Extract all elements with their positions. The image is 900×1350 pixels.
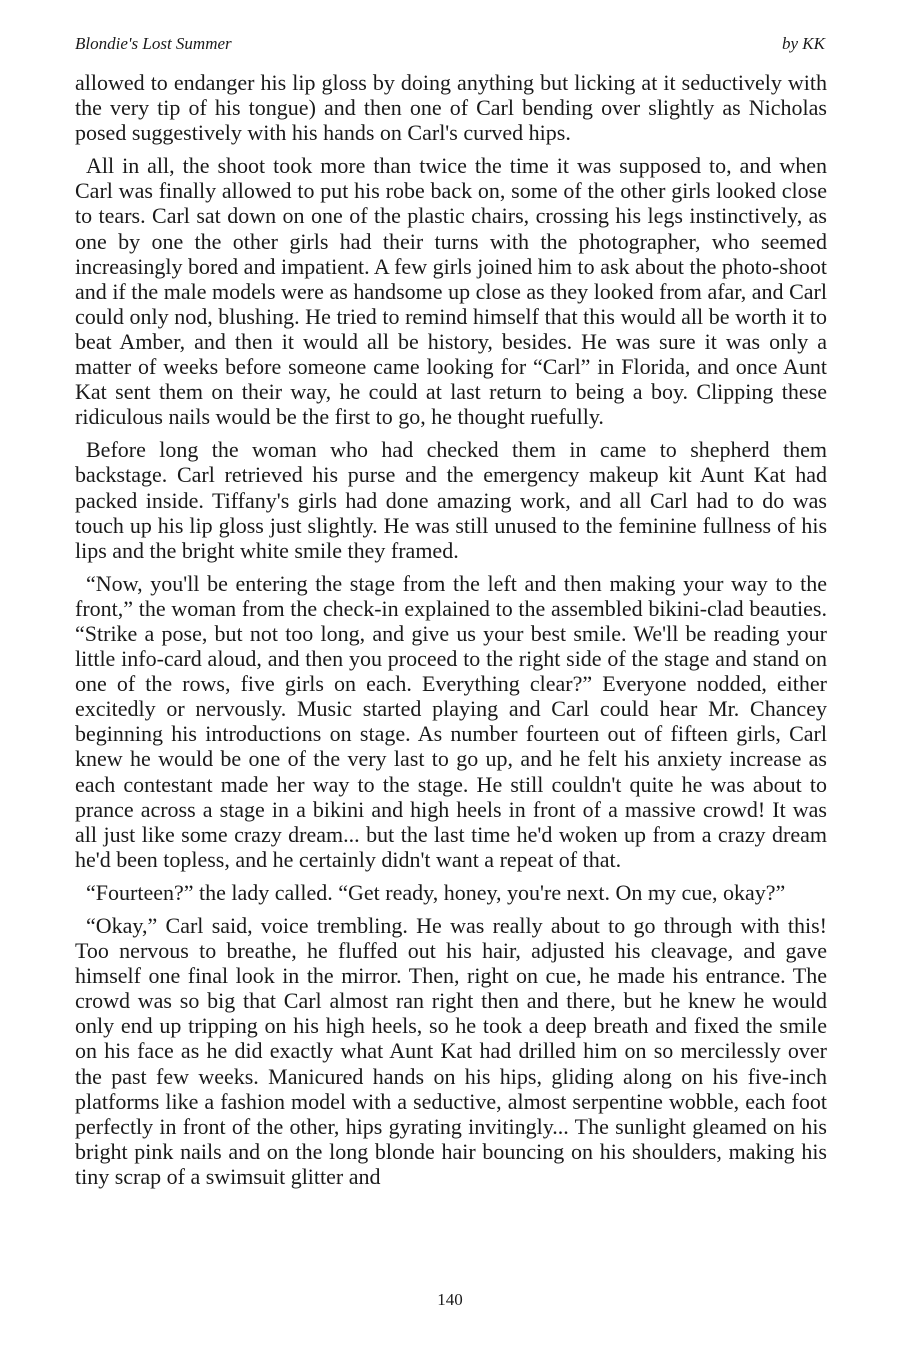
author-credit: by KK <box>782 34 825 53</box>
paragraph: All in all, the shoot took more than twice the time it was supposed to, and when Carl was finally allowed to put his robe back on, some of the other girls looked close to tears. Carl sat down on one of the plastic chairs, crossing his legs instinctively, as one by one the other girls had their turns with the photographer, who seemed increasingly bored and impatient. A few girls joined him to ask about the photo-shoot and if the male models were as handsome up close as they looked from afar, and Carl could only nod, blushing. He tried to remind himself that this would all be worth it to beat Amber, and then it would all be history, besides. He was sure it was only a matter of weeks before someone came looking for “Carl” in Florida, and once Aunt Kat sent them on their way, he could at last return to being a boy. Clipping these ridiculous nails would be the first to go, he thought ruefully. <box>75 153 827 430</box>
paragraph: Before long the woman who had checked them in came to shepherd them backstage. Carl retrieved his purse and the emergency makeup kit Aunt Kat had packed inside. Tiffany's girls had done amazing work, and all Carl had to do was touch up his lip gloss just slightly. He was still unused to the feminine fullness of his lips and the bright white smile they framed. <box>75 437 827 563</box>
paragraph: “Now, you'll be entering the stage from the left and then making your way to the front,” the woman from the check-in explained to the assembled bikini-clad beauties. “Strike a pose, but not too long, and give us your best smile. We'll be reading your little info-card aloud, and then you proceed to the right side of the stage and stand on one of the rows, five girls on each. Everything clear?” Everyone nodded, either excitedly or nervously. Music started playing and Carl could hear Mr. Chancey beginning his introductions on stage. As number fourteen out of fifteen girls, Carl knew he would be one of the very last to go up, and he felt his anxiety increase as each contestant made her way to the stage. He still couldn't quite he was about to prance across a stage in a bikini and high heels in front of a massive crowd! It was all just like some crazy dream... but the last time he'd woken up from a crazy dream he'd been topless, and he certainly didn't want a repeat of that. <box>75 570 827 872</box>
paragraph-continued: allowed to endanger his lip gloss by doing anything but licking at it seductively with the very tip of his tongue) and then one of Carl bending over slightly as Nicholas posed suggestively with his hands on Carl's curved hips. <box>75 70 827 146</box>
paragraph: “Okay,” Carl said, voice trembling. He was really about to go through with this! Too nervous to breathe, he fluffed out his hair, adjusted his cleavage, and gave himself one final look in the mirror. Then, right on cue, he made his entrance. The crowd was so big that Carl almost ran right then and there, but he knew he would only end up tripping on his high heels, so he took a deep breath and fixed the smile on his face as he did exactly what Aunt Kat had drilled him on so mercilessly over the past few weeks. Manicured hands on his hips, gliding along on his five-inch platforms like a fashion model with a seductive, almost serpentine wobble, each foot perfectly in front of the other, hips gyrating invitingly... The sunlight gleamed on his bright pink nails and on the long blonde hair bouncing on his shoulders, making his tiny scrap of a swimsuit glitter and <box>75 913 827 1189</box>
book-title: Blondie's Lost Summer <box>75 34 232 53</box>
body-text <box>75 70 827 1197</box>
page-number: 140 <box>437 1290 463 1309</box>
running-header <box>75 34 825 58</box>
paragraph: “Fourteen?” the lady called. “Get ready, honey, you're next. On my cue, okay?” <box>86 879 786 905</box>
